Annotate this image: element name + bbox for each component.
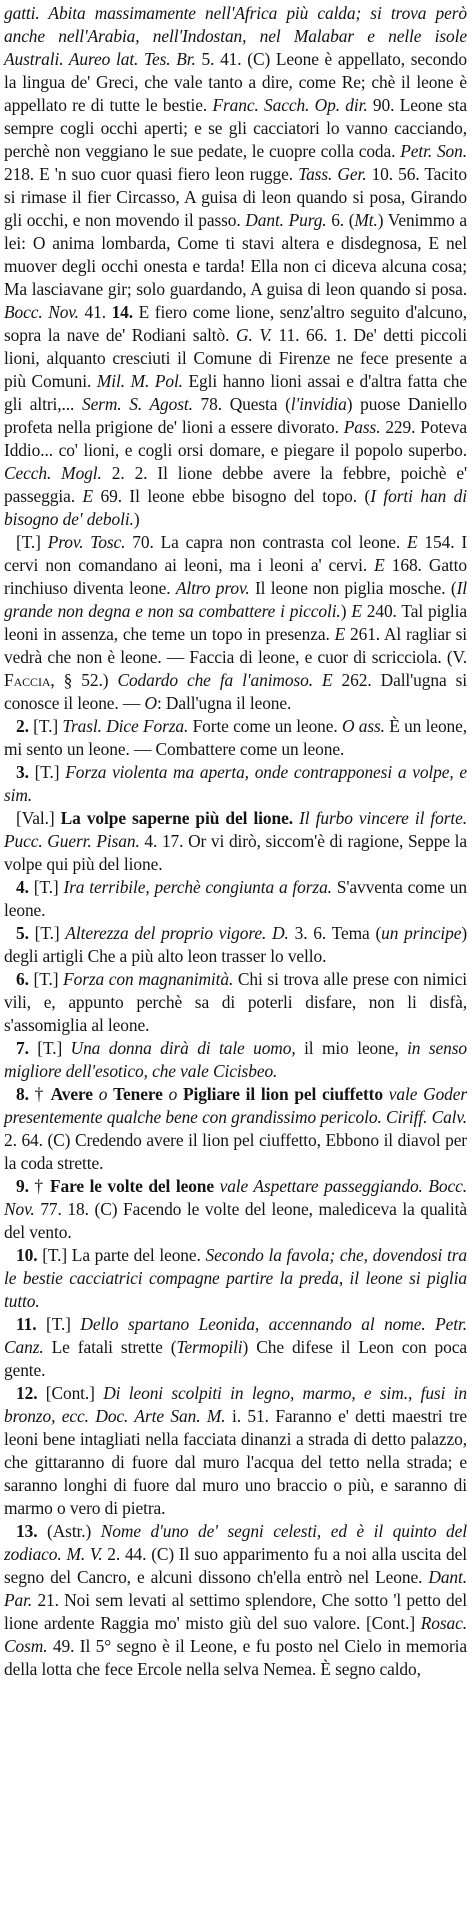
text-run: 70. La capra non contrasta col leone.	[125, 532, 408, 552]
text-run: 90. Leone sta sempre cogli occhi aperti; e se gli cacciatori lo vanno cacciando, perchè non veggiano le sue pedate, le cuopre colla coda.	[4, 95, 467, 161]
italic-run: un principe	[381, 923, 462, 943]
text-run: ) Che difese il Leon con poca gente.	[4, 1337, 467, 1380]
italic-run: Forza con magnanimità.	[63, 969, 234, 989]
italic-run: Rosac. Cosm.	[4, 1613, 467, 1656]
entry-paragraph	[4, 1520, 467, 1681]
italic-run: E	[334, 624, 346, 644]
text-run: Il leone non piglia mosche. (	[249, 578, 457, 598]
italic-run: vale Aspettare passeggiando.	[219, 1176, 423, 1196]
entry-paragraph	[4, 1244, 467, 1313]
italic-run: Dello spartano Leonida, accennando al nome.	[80, 1314, 426, 1334]
text-run: E fiero come lione, senz'altro seguito d'alcuno, sopra la nave de' Rodiani saltò.	[4, 302, 467, 345]
italic-run: Il grande non degna e non sa combattere i piccoli.	[4, 578, 468, 621]
italic-run: o	[168, 1084, 178, 1104]
text-run: )	[340, 601, 352, 621]
italic-run: E	[407, 532, 418, 552]
text-run: [T.]	[36, 1314, 81, 1334]
entry-paragraph	[4, 715, 467, 761]
bold-run: 13.	[16, 1521, 38, 1541]
text-run: 168. Gatto rinchiuso diventa leone.	[4, 555, 467, 598]
italic-run: I forti han di bisogno de' deboli.	[4, 486, 467, 529]
italic-run: Doc. Arte San. M.	[95, 1406, 226, 1426]
bold-run: 7.	[16, 1038, 29, 1058]
italic-run: D.	[272, 923, 289, 943]
text-run: 261. Al ragliar si vedrà che non è leone. — Faccia di leone, e cuor di scricciola. (V.	[4, 624, 467, 667]
text-run: †	[28, 1176, 50, 1196]
italic-run: Cecch. Mogl.	[4, 463, 102, 483]
italic-run: l'invidia	[290, 394, 347, 414]
text-run: 4. 17. Or vi dirò, siccom'è di ragione, Seppe la volpe qui più del lione.	[4, 831, 468, 874]
italic-run: Ira terribile, perchè congiunta a forza.	[63, 877, 332, 897]
text-run: 49. Il 5° segno è il Leone, e fu posto nel Cielo in memoria della lotta che fece Ercole nella selva Nemea. È segno caldo,	[4, 1636, 467, 1679]
italic-run: Pass.	[343, 417, 381, 437]
dictionary-page	[4, 2, 467, 1681]
entry-paragraph	[4, 1083, 467, 1175]
entry-paragraph	[4, 922, 467, 968]
entry-paragraph	[4, 968, 467, 1037]
entry-paragraph	[4, 1382, 467, 1520]
italic-run: Petr. Canz.	[4, 1314, 468, 1357]
text-run: il mio leone,	[295, 1038, 408, 1058]
italic-run: Petr. Son.	[400, 141, 467, 161]
bold-run: 2.	[16, 716, 29, 736]
text-run: (Astr.)	[37, 1521, 101, 1541]
italic-run: vale Goder presentemente qualche bene con grandissimo pericolo.	[4, 1084, 468, 1127]
text-run: [T.]	[16, 532, 48, 552]
entry-paragraph	[4, 761, 467, 807]
italic-run: Nome d'uno de' segni celesti, ed è il quinto del zodiaco.	[4, 1521, 468, 1564]
entry-paragraph	[4, 1313, 467, 1382]
bold-run: Fare le volte del leone	[49, 1176, 214, 1196]
text-run: S'avventa come un leone.	[4, 877, 467, 920]
text-run: [T.]	[28, 923, 66, 943]
text-run: 218. E 'n suo cuor quasi fiero leon rugge.	[4, 164, 299, 184]
italic-run: Prov. Tosc.	[47, 532, 126, 552]
entry-paragraph	[4, 807, 467, 876]
bold-run: Avere	[50, 1084, 93, 1104]
text-run: †	[28, 1084, 51, 1104]
bold-run: 8.	[16, 1084, 29, 1104]
bold-run: 10.	[16, 1245, 38, 1265]
italic-run: Pucc. Guerr. Pisan.	[4, 831, 140, 851]
italic-run: Ciriff. Calv.	[385, 1107, 467, 1127]
italic-run: M. V.	[66, 1544, 103, 1564]
text-run: 5. 41. (C) Leone è appellato, secondo la lingua de' Greci, che vale tanto a dire, come Re; chè il leone è appellato re di tutte le bestie.	[4, 49, 467, 115]
text-run: i. 51. Faranno e' detti maestri tre leoni bene intagliati nella facciata dinanzi a strada di detto palazzo, che gittaranno di fuore dal muro l'acqua del tetto nella strada; e saranno longhi di fuore dal muro uno braccio o più, e saranno di marmo o vero di pietra.	[4, 1406, 468, 1518]
bold-run: 14.	[111, 302, 134, 322]
text-run: 10. 56. Tacito si rimase il fier Circasso, A guisa di leon quando si posa, Girando gli occhi, e non movendo il passo.	[4, 164, 467, 230]
bold-run: 12.	[16, 1383, 38, 1403]
text-run: 21. Noi sem levati al settimo splendore, Che sotto 'l petto del lione ardente Raggia mo' misto giù del suo valore. [Cont.]	[4, 1590, 467, 1633]
italic-run: E	[322, 670, 333, 690]
entry-paragraph	[4, 1037, 467, 1083]
italic-run: Tass. Ger.	[298, 164, 367, 184]
italic-run: Serm. S. Agost.	[81, 394, 193, 414]
text-run: [T.]	[28, 1038, 71, 1058]
text-run: Forte come un leone.	[188, 716, 342, 736]
text-run: 6. (	[326, 210, 355, 230]
italic-run: O ass.	[341, 716, 385, 736]
text-run: , § 52.)	[50, 670, 118, 690]
text-run: [Cont.]	[37, 1383, 104, 1403]
italic-run: Termopili	[176, 1337, 243, 1357]
text-run: ) puose Daniello profeta nella prigione de' lioni a essere divorato.	[4, 394, 467, 437]
text-run: : Dall'ugna il leone.	[156, 693, 292, 713]
bold-run: 5.	[16, 923, 29, 943]
italic-run: Forza violenta ma aperta, onde contrapponesi a volpe, e sim.	[4, 762, 467, 805]
text-run: È un leone, mi sento un leone. — Combattere come un leone.	[4, 716, 468, 759]
text-run: 240. Tal piglia leoni in assenza, che teme un topo in presenza.	[4, 601, 467, 644]
italic-run: gatti. Abita massimamente nell'Africa più calda; si trova però anche nell'Arabia, nell'Indostan, nel Malabar e nelle isole Australi. Aureo lat. Tes. Br.	[4, 3, 467, 69]
italic-run: Trasl. Dice Forza.	[62, 716, 189, 736]
italic-run: Dant. Par.	[4, 1567, 467, 1610]
text-run: 11. 66. 1. De' detti piccoli lioni, alquanto cresciuti il Comune di Firenze ne fece presente a più Comuni.	[4, 325, 467, 391]
italic-run: Bocc. Nov.	[4, 302, 79, 322]
bold-run: Tenere	[113, 1084, 163, 1104]
text-run: 78. Questa (	[192, 394, 291, 414]
italic-run: o	[98, 1084, 108, 1104]
bold-run: 3.	[16, 762, 29, 782]
italic-run: Di leoni scolpiti in legno, marmo, e sim., fusi in bronzo, ecc.	[4, 1383, 467, 1426]
bold-run: La volpe saperne più del lione.	[60, 808, 293, 828]
entry-paragraph	[4, 531, 467, 715]
italic-run: O	[144, 693, 157, 713]
text-run: [T.]	[28, 762, 66, 782]
italic-run: Secondo la favola; che, dovendosi tra le bestie cacciatrici compagne partire la preda, il leone si piglia tutto.	[4, 1245, 468, 1311]
italic-run: Una donna dirà di tale uomo,	[70, 1038, 296, 1058]
italic-run: Altro prov.	[175, 578, 250, 598]
text-run: 41.	[78, 302, 112, 322]
text-run: Le fatali strette (	[43, 1337, 177, 1357]
entry-paragraph	[4, 876, 467, 922]
entry-paragraph	[4, 1175, 467, 1244]
italic-run: E	[82, 486, 93, 506]
italic-run: Mil. M. Pol.	[96, 371, 183, 391]
text-run: Chi si trova alle prese con nimici vili, e, appunto perchè sa di poterli disfare, non li disfà, s'assomiglia al leone.	[4, 969, 467, 1035]
bold-run: 4.	[16, 877, 29, 897]
text-run: 229. Poteva Iddio... co' lioni, e cogli orsi domare, e piegare il popolo superbo.	[4, 417, 468, 460]
italic-run: E	[351, 601, 362, 621]
smallcaps-run: Faccia	[4, 670, 51, 690]
bold-run: Pigliare il lion pel ciuffetto	[183, 1084, 383, 1104]
text-run: 154. I cervi non comandano ai leoni, ma i leoni a' cervi.	[4, 532, 468, 575]
text-run: [T.]	[28, 877, 64, 897]
text-run	[313, 670, 322, 690]
bold-run: 9.	[16, 1176, 29, 1196]
text-run	[426, 1314, 436, 1334]
italic-run: Dant. Purg.	[245, 210, 327, 230]
text-run: 3. 6. Tema (	[288, 923, 382, 943]
text-run: ) degli artigli Che a più alto leon trasser lo vello.	[4, 923, 468, 966]
bold-run: 11.	[16, 1314, 37, 1334]
text-run: 69. Il leone ebbe bisogno del topo. (	[93, 486, 371, 506]
text-run: 2. 44. (C) Il suo apparimento fu a noi alla uscita del segno del Cancro, e alcuni dissono ch'ella entrò nel Leone.	[4, 1544, 467, 1587]
text-run: [T.]	[28, 969, 64, 989]
italic-run: Il furbo vincere il forte.	[299, 808, 468, 828]
text-run: 262. Dall'ugna si conosce il leone. —	[4, 670, 468, 713]
italic-run: Alterezza del proprio vigore.	[65, 923, 267, 943]
text-run: [T.]	[28, 716, 63, 736]
text-run: ) Venimmo a lei: O anima lombarda, Come ti stavi altera e disdegnosa, E nel muover degli occhi onesta e tarda! Ella non ci diceva alcuna cosa; Ma lasciavane gir; solo guardando, A guisa di leon quando si posa.	[4, 210, 467, 299]
text-run: 77. 18. (C) Facendo le volte del leone, malediceva la qualità del vento.	[4, 1199, 467, 1242]
text-run: [T.] La parte del leone.	[37, 1245, 206, 1265]
italic-run: G. V.	[236, 325, 272, 345]
italic-run: Franc. Sacch. Op. dir.	[212, 95, 368, 115]
entry-paragraph	[4, 2, 467, 531]
text-run: )	[133, 509, 140, 529]
italic-run: Mt.	[354, 210, 378, 230]
italic-run: in senso migliore dell'esotico, che vale Cicisbeo.	[4, 1038, 468, 1081]
italic-run: Codardo che fa l'animoso.	[117, 670, 313, 690]
text-run: [Val.]	[16, 808, 61, 828]
text-run: 2. 2. Il lione debbe avere la febbre, poichè e' passeggia.	[4, 463, 467, 506]
italic-run: Bocc. Nov.	[4, 1176, 468, 1219]
text-run: Egli hanno lioni assai e d'altra fatta che gli altri,...	[4, 371, 467, 414]
bold-run: 6.	[16, 969, 29, 989]
text-run: 2. 64. (C) Credendo avere il lion pel ciuffetto, Ebbono il diavol per la coda strette.	[4, 1130, 467, 1173]
italic-run: E	[374, 555, 385, 575]
